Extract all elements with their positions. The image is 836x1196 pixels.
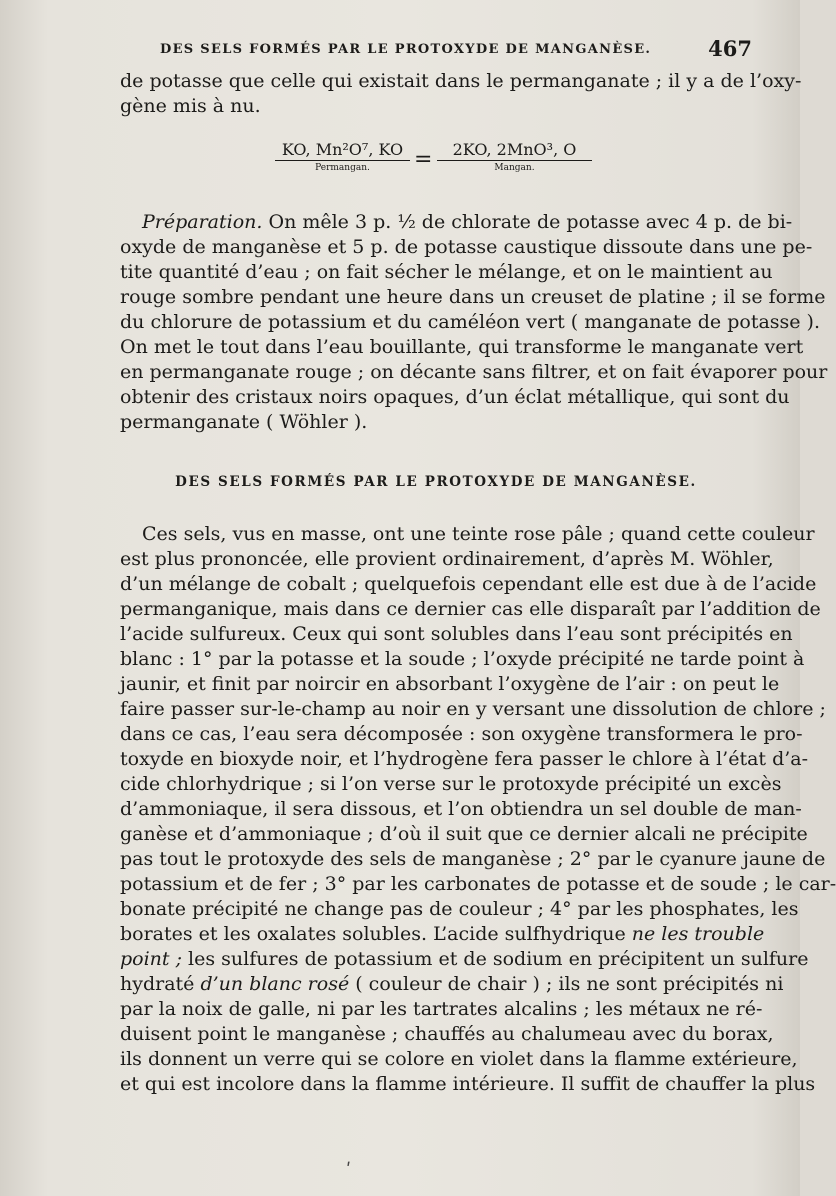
text-line: On met le tout dans l’eau bouillante, qui transforme le manganate vert — [120, 336, 804, 358]
text-line: faire passer sur-le-champ au noir en y versant une dissolution de chlore ; — [120, 698, 826, 720]
equation-right-label: Mangan. — [494, 163, 535, 173]
text-line: jaunir, et finit par noircir en absorbant l’oxygène de l’air : on peut le — [120, 673, 780, 695]
text-line: et qui est incolore dans la flamme intérieure. Il suffit de chauffer la plus — [120, 1073, 816, 1095]
text-line: ganèse et d’ammoniaque ; d’où il suit que ce dernier alcali ne précipite — [120, 823, 808, 845]
preparation-first-line: On mêle 3 p. ½ de chlorate de potasse avec 4 p. de bi- — [262, 211, 793, 233]
text-fragment: les sulfures de potassium et de sodium en précipitent un sulfure — [182, 948, 809, 970]
preparation-label: Préparation. — [142, 211, 263, 233]
chemical-equation — [275, 140, 595, 188]
text-line: permanganate ( Wöhler ). — [120, 411, 368, 433]
equation-left-formula: KO, Mn²O⁷, KO — [275, 140, 410, 161]
preparation-paragraph — [120, 210, 828, 435]
equation-left-side — [275, 140, 410, 173]
text-line: oxyde de manganèse et 5 p. de potasse caustique dissoute dans une pe- — [120, 236, 813, 258]
text-line: cide chlorhydrique ; si l’on verse sur le protoxyde précipité un excès — [120, 773, 782, 795]
equation-left-label: Permangan. — [315, 163, 370, 173]
text-line: potassium et de fer ; 3° par les carbonates de potasse et de soude ; le car- — [120, 873, 836, 895]
text-fragment: hydraté — [120, 973, 201, 995]
text-line: Ces sels, vus en masse, ont une teinte rose pâle ; quand cette couleur — [142, 523, 815, 545]
text-line: toxyde en bioxyde noir, et l’hydrogène fera passer le chlore à l’état d’a- — [120, 748, 809, 770]
text-line — [120, 947, 809, 972]
running-title: DES SELS FORMÉS PAR LE PROTOXYDE DE MANGANÈSE. — [160, 42, 652, 57]
text-line — [120, 972, 784, 997]
text-fragment: borates et les oxalates solubles. L’acide sulfhydrique — [120, 923, 632, 945]
bottom-mark: ʹ — [346, 1160, 352, 1181]
page-header — [120, 36, 752, 66]
text-line: l’acide sulfureux. Ceux qui sont solubles dans l’eau sont précipités en — [120, 623, 793, 645]
intro-paragraph — [120, 69, 802, 119]
equation-right-formula: 2KO, 2MnO³, O — [437, 140, 592, 161]
text-line: dans ce cas, l’eau sera décomposée : son oxygène transformera le pro- — [120, 723, 803, 745]
text-line: blanc : 1° par la potasse et la soude ; l’oxyde précipité ne tarde point à — [120, 648, 805, 670]
text-line — [120, 922, 765, 947]
text-line: obtenir des cristaux noirs opaques, d’un éclat métallique, qui sont du — [120, 386, 790, 408]
text-line: ils donnent un verre qui se colore en violet dans la flamme extérieure, — [120, 1048, 798, 1070]
equals-sign: = — [414, 147, 433, 172]
text-line: d’un mélange de cobalt ; quelquefois cependant elle est due à de l’acide — [120, 573, 817, 595]
italic-phrase: d’un blanc rosé — [200, 973, 350, 995]
section-title: DES SELS FORMÉS PAR LE PROTOXYDE DE MANGANÈSE. — [175, 474, 697, 490]
text-line: pas tout le protoxyde des sels de manganèse ; 2° par le cyanure jaune de — [120, 848, 826, 870]
text-line: permanganique, mais dans ce dernier cas elle disparaît par l’addition de — [120, 598, 821, 620]
page-number: 467 — [708, 36, 752, 61]
text-line — [120, 210, 793, 235]
main-paragraph — [120, 522, 836, 1097]
text-line: du chlorure de potassium et du caméléon vert ( manganate de potasse ). — [120, 311, 821, 333]
text-line: rouge sombre pendant une heure dans un creuset de platine ; il se forme — [120, 286, 826, 308]
text-line: duisent point le manganèse ; chauffés au chalumeau avec du borax, — [120, 1023, 774, 1045]
italic-phrase: ne les trouble — [631, 923, 765, 945]
text-line: gène mis à nu. — [120, 95, 261, 117]
equation-right-side — [437, 140, 592, 173]
text-line: tite quantité d’eau ; on fait sécher le mélange, et on le maintient au — [120, 261, 773, 283]
text-fragment: ( couleur de chair ) ; ils ne sont précipités ni — [349, 973, 784, 995]
text-line: d’ammoniaque, il sera dissous, et l’on obtiendra un sel double de man- — [120, 798, 802, 820]
text-line: de potasse que celle qui existait dans le permanganate ; il y a de l’oxy- — [120, 70, 802, 92]
text-line: bonate précipité ne change pas de couleur ; 4° par les phosphates, les — [120, 898, 799, 920]
italic-phrase: point ; — [120, 948, 182, 970]
text-line: en permanganate rouge ; on décante sans filtrer, et on fait évaporer pour — [120, 361, 828, 383]
text-line: par la noix de galle, ni par les tartrates alcalins ; les métaux ne ré- — [120, 998, 763, 1020]
text-line: est plus prononcée, elle provient ordinairement, d’après M. Wöhler, — [120, 548, 774, 570]
